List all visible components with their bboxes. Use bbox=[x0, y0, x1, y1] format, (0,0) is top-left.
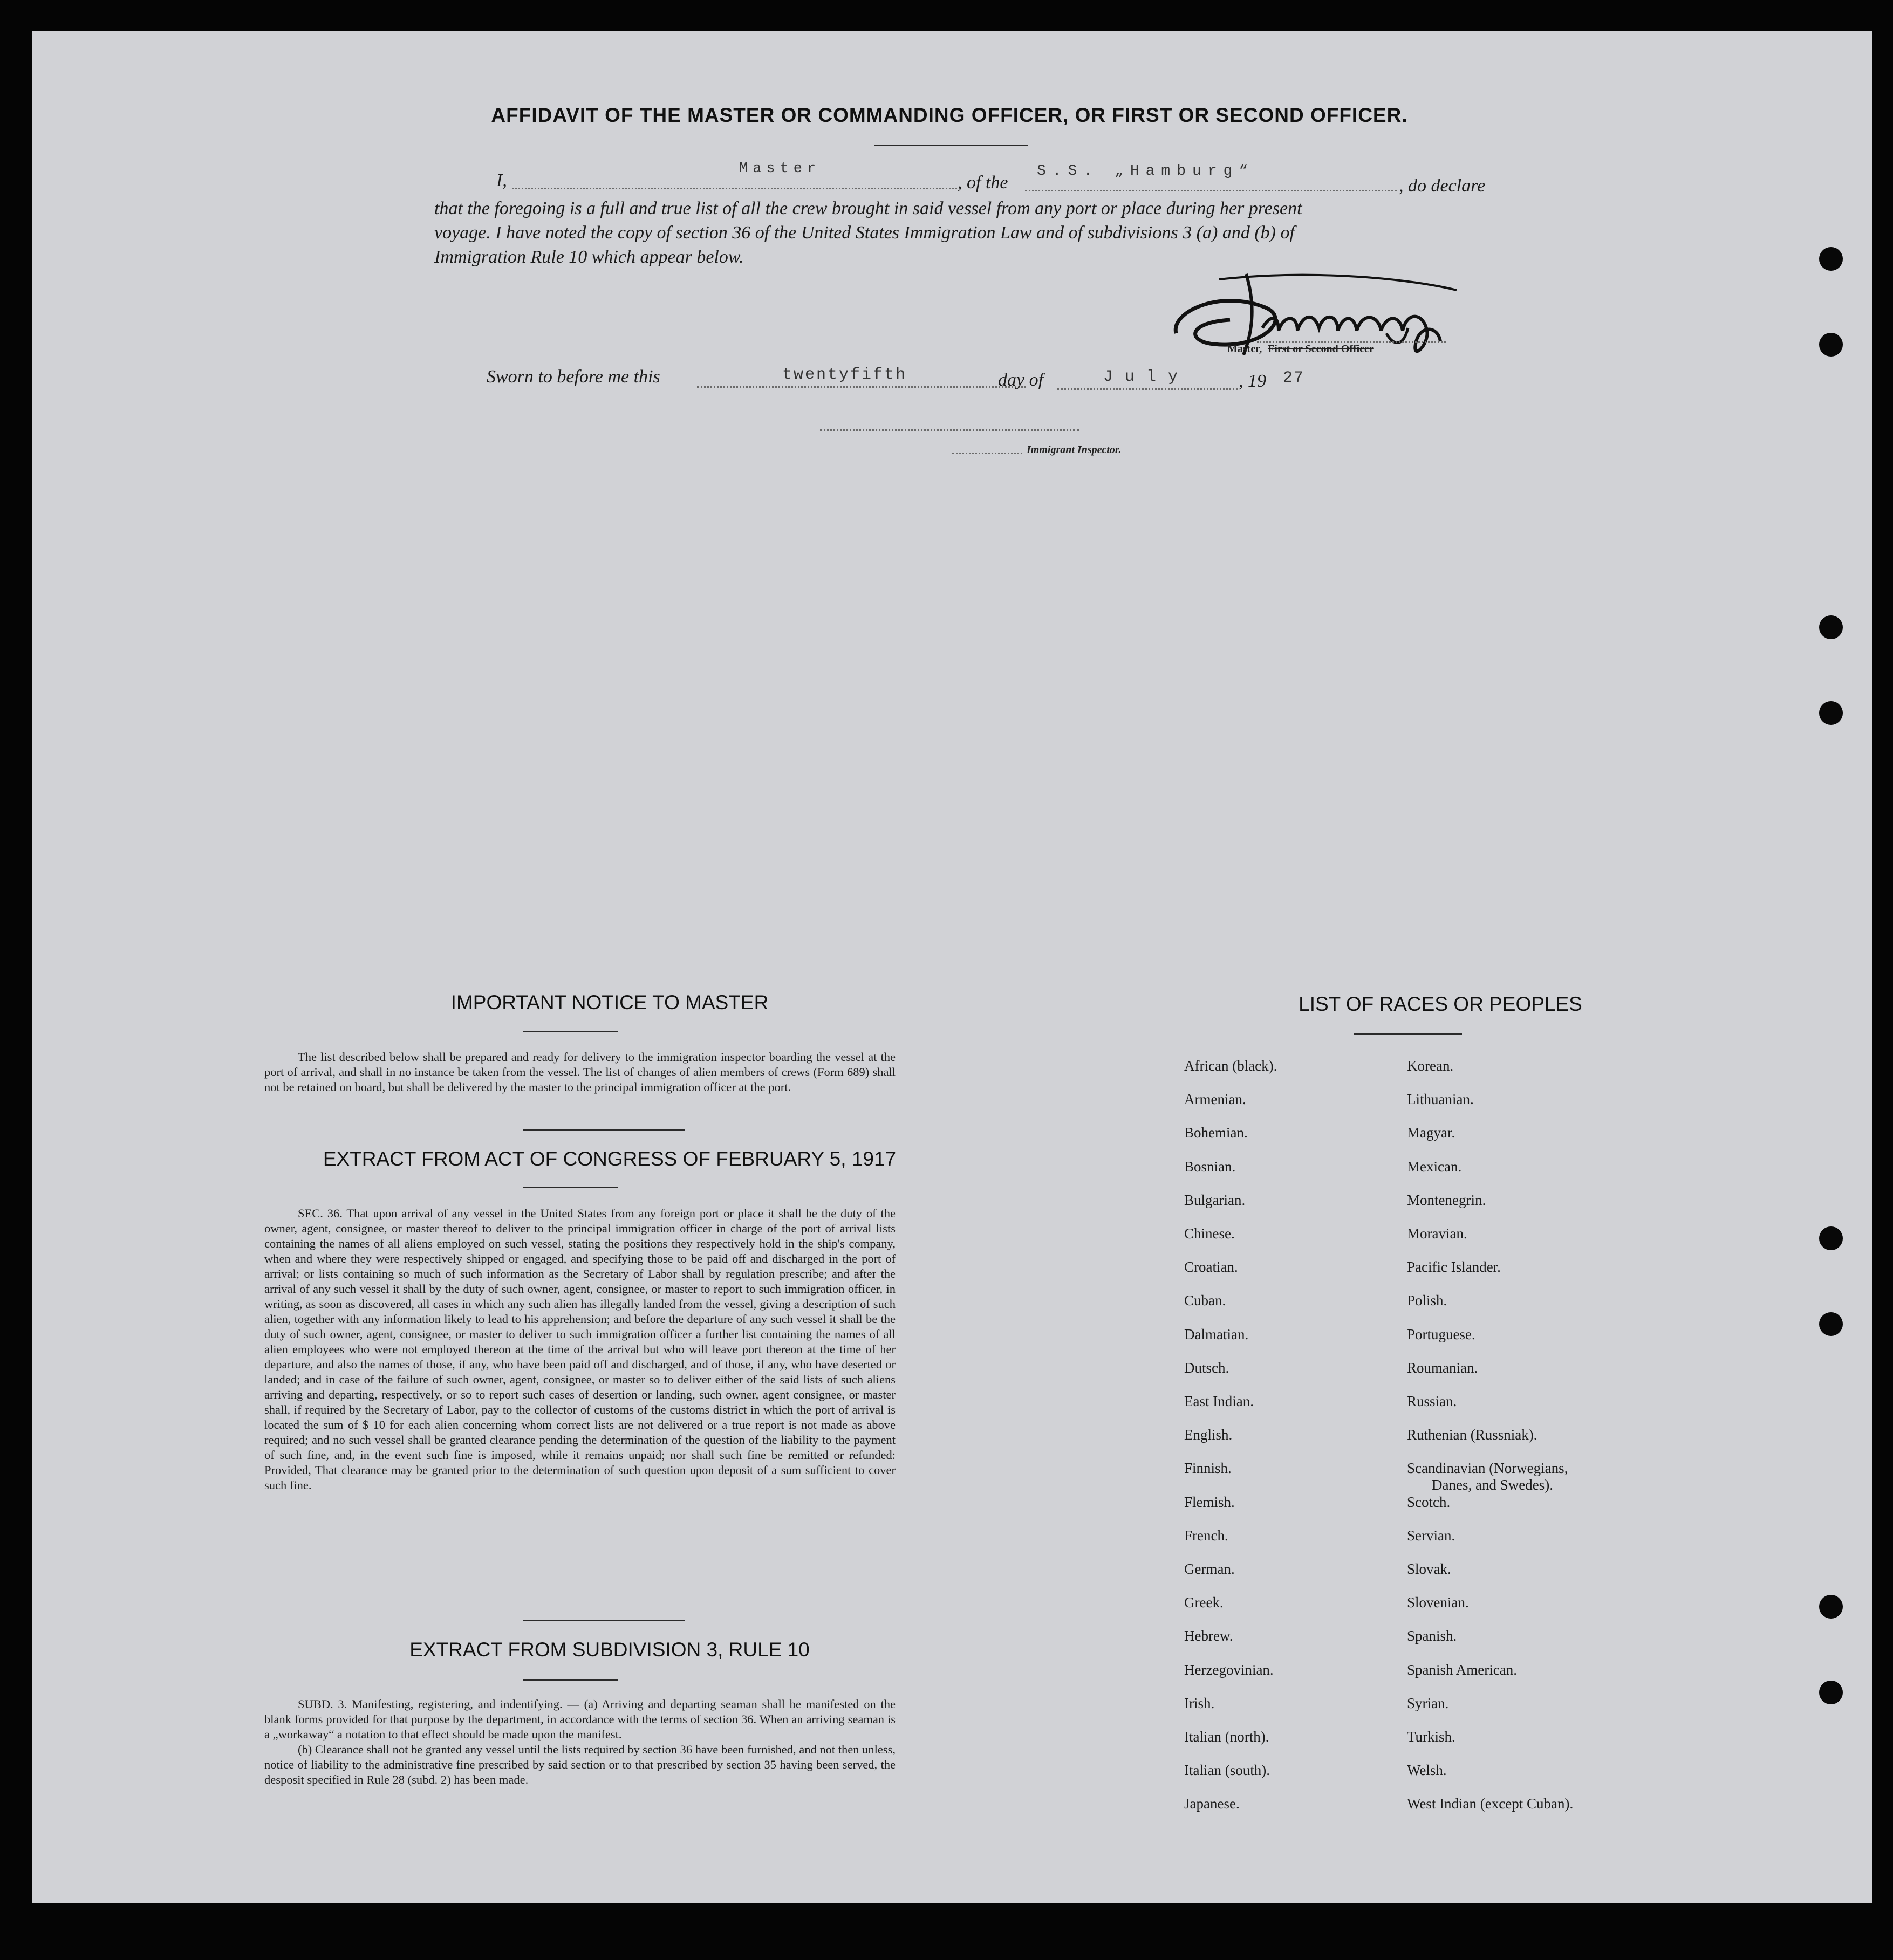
punch-hole bbox=[1819, 333, 1843, 357]
struck-officer-label: First or Second Officer bbox=[1268, 343, 1374, 355]
race-item: Magyar. bbox=[1407, 1125, 1455, 1141]
declarant-line bbox=[512, 188, 960, 189]
race-item: African (black). bbox=[1184, 1058, 1277, 1074]
punch-hole bbox=[1819, 1595, 1843, 1619]
inspector-signature-line bbox=[820, 429, 1079, 431]
affidavit-title: AFFIDAVIT OF THE MASTER OR COMMANDING OFFICER, OR FIRST OR SECOND OFFICER. bbox=[491, 104, 1408, 126]
punch-hole bbox=[1819, 247, 1843, 271]
race-item: Portuguese. bbox=[1407, 1326, 1475, 1342]
race-item: Spanish American. bbox=[1407, 1662, 1517, 1678]
race-item: Welsh. bbox=[1407, 1762, 1447, 1778]
declarant-prefix: I, bbox=[496, 170, 507, 190]
race-item: Chinese. bbox=[1184, 1225, 1235, 1242]
master-label: Master, bbox=[1227, 343, 1262, 355]
sworn-day-line bbox=[697, 386, 1026, 388]
race-item: Japanese. bbox=[1184, 1795, 1240, 1812]
punch-hole bbox=[1819, 1681, 1843, 1704]
race-item: Slovenian. bbox=[1407, 1594, 1469, 1611]
act-text bbox=[264, 1206, 896, 1493]
punch-hole bbox=[1819, 615, 1843, 639]
year-prefix: , 19 bbox=[1239, 371, 1266, 391]
race-item: Roumanian. bbox=[1407, 1360, 1478, 1376]
race-item: East Indian. bbox=[1184, 1393, 1254, 1409]
race-item: Bulgarian. bbox=[1184, 1192, 1246, 1208]
race-item: Servian. bbox=[1407, 1527, 1455, 1544]
race-item: Bohemian. bbox=[1184, 1125, 1248, 1141]
sworn-month-line bbox=[1057, 388, 1238, 390]
race-item: Russian. bbox=[1407, 1393, 1457, 1409]
rule-divider bbox=[523, 1679, 618, 1681]
race-item: Korean. bbox=[1407, 1058, 1454, 1074]
race-item: Dalmatian. bbox=[1184, 1326, 1249, 1342]
do-declare-label: , do declare bbox=[1399, 176, 1486, 196]
vessel-line bbox=[1025, 190, 1397, 191]
rule-paragraph-b: (b) Clearance shall not be granted any vessel until the lists required by section 36 have been furnished, and not then unless, notice of liability to the administrative fine prescribed by said section or to that prescribed by section 35 having been served, the desposit specified in Rule 28 (subd. 2) has been made. bbox=[264, 1743, 896, 1786]
race-item: Montenegrin. bbox=[1407, 1192, 1486, 1208]
notice-title: IMPORTANT NOTICE TO MASTER bbox=[450, 991, 769, 1013]
of-the-label: , of the bbox=[958, 173, 1008, 193]
sworn-year: 27 bbox=[1283, 369, 1305, 387]
race-item: West Indian (except Cuban). bbox=[1407, 1795, 1574, 1812]
race-item: Dutsch. bbox=[1184, 1360, 1229, 1376]
rule-title: EXTRACT FROM SUBDIVISION 3, RULE 10 bbox=[409, 1639, 810, 1661]
notice-bottom-divider bbox=[523, 1129, 685, 1131]
act-title: EXTRACT FROM ACT OF CONGRESS OF FEBRUARY 5, 1917 bbox=[323, 1148, 897, 1170]
act-bottom-divider bbox=[523, 1620, 685, 1621]
punch-hole bbox=[1819, 1226, 1843, 1250]
day-of-label: day of bbox=[998, 370, 1044, 390]
sworn-day: twentyfifth bbox=[782, 366, 907, 384]
race-item: Scotch. bbox=[1407, 1494, 1451, 1510]
race-item: Italian (north). bbox=[1184, 1729, 1269, 1745]
race-item: Flemish. bbox=[1184, 1494, 1235, 1510]
notice-paragraph: The list described below shall be prepared and ready for delivery to the immigration inspector boarding the vessel at the port of arrival, and shall in no instance be taken from the vessel. The list of changes of alien members of crews (Form 689) shall not be retained on board, but shall be delivered by the master to the principal immigration officer at the port. bbox=[264, 1050, 896, 1094]
sworn-prefix: Sworn to before me this bbox=[487, 367, 660, 387]
typed-vessel: S.S. „Hamburg“ bbox=[1037, 163, 1255, 180]
punch-hole bbox=[1819, 1312, 1843, 1336]
races-divider bbox=[1354, 1033, 1462, 1035]
race-item: Bosnian. bbox=[1184, 1159, 1236, 1175]
race-item: Moravian. bbox=[1407, 1225, 1467, 1242]
document-page bbox=[32, 31, 1872, 1903]
race-item: German. bbox=[1184, 1561, 1235, 1577]
rule-paragraph-a: SUBD. 3. Manifesting, registering, and indentifying. — (a) Arriving and departing seaman shall be manifested on the blank forms provided for that purpose by the department, in accordance with the terms of section 36. When an arriving seaman is a „workaway“ a notation to that effect should be made upon the manifest. bbox=[264, 1697, 896, 1741]
race-item: Turkish. bbox=[1407, 1729, 1455, 1745]
race-item: Lithuanian. bbox=[1407, 1091, 1474, 1107]
inspector-leader-dots bbox=[952, 453, 1022, 454]
typed-rank: Master bbox=[739, 161, 821, 177]
affidavit-line-2: that the foregoing is a full and true list of all the crew brought in said vessel from any port or place during her present bbox=[434, 198, 1302, 218]
race-item: Slovak. bbox=[1407, 1561, 1451, 1577]
punch-hole bbox=[1819, 701, 1843, 725]
sworn-month: July bbox=[1103, 368, 1190, 386]
race-item: Finnish. bbox=[1184, 1460, 1232, 1476]
race-item: Greek. bbox=[1184, 1594, 1224, 1611]
race-item: Mexican. bbox=[1407, 1159, 1462, 1175]
notice-text bbox=[264, 1050, 896, 1095]
race-item: Spanish. bbox=[1407, 1628, 1457, 1644]
race-item: Syrian. bbox=[1407, 1695, 1449, 1711]
notice-divider bbox=[523, 1031, 618, 1032]
act-divider bbox=[523, 1187, 618, 1188]
race-item: Croatian. bbox=[1184, 1259, 1238, 1275]
race-item: Polish. bbox=[1407, 1292, 1447, 1308]
race-item: Cuban. bbox=[1184, 1292, 1226, 1308]
race-continuation: Danes, and Swedes). bbox=[1432, 1477, 1553, 1493]
races-title: LIST OF RACES OR PEOPLES bbox=[1299, 993, 1582, 1015]
race-item: French. bbox=[1184, 1527, 1228, 1544]
affidavit-line-3: voyage. I have noted the copy of section 36 of the United States Immigration Law and of subdivisions 3 (a) and (b) of bbox=[434, 223, 1295, 243]
affidavit-line-4: Immigration Rule 10 which appear below. bbox=[434, 247, 744, 267]
race-item: Italian (south). bbox=[1184, 1762, 1270, 1778]
race-item: Ruthenian (Russniak). bbox=[1407, 1427, 1537, 1443]
race-item: English. bbox=[1184, 1427, 1233, 1443]
inspector-label: Immigrant Inspector. bbox=[1027, 444, 1122, 456]
race-item: Pacific Islander. bbox=[1407, 1259, 1501, 1275]
race-item: Herzegovinian. bbox=[1184, 1662, 1274, 1678]
title-divider bbox=[874, 145, 1028, 146]
race-item: Irish. bbox=[1184, 1695, 1215, 1711]
race-item: Hebrew. bbox=[1184, 1628, 1233, 1644]
rule-text bbox=[264, 1697, 896, 1787]
race-item: Scandinavian (Norwegians, bbox=[1407, 1460, 1568, 1476]
act-paragraph: SEC. 36. That upon arrival of any vessel in the United States from any foreign port or place it shall be the duty of the owner, agent, consignee, or master thereof to deliver to the principal immigration officer in charge of the port of arrival lists containing the names of all aliens employed on such vessel, stating the positions they respectively hold in the ship's company, when and where they were respectively shipped or engaged, and specifying those to be paid off and discharged in the port of arrival; or lists containing so much of such information as the Secretary of Labor shall by regulation prescribe; and after the arrival of any such vessel it shall by the duty of such owner, agent, consignee, or master to report to such immigration officer, in writing, as soon as discovered, all cases in which any such alien has illegally landed from the vessel, giving a description of such alien, together with any information likely to lead to his apprehension; and before the departure of any such vessel it shall be the duty of such owner, agent, consignee, or master to deliver to such immigration officer a further list containing the names of all alien employees who were not employed thereon at the time of the arrival but who will leave port thereon at the time of her departure, and also the names of those, if any, who have been paid off and discharged, and of those, if any, who have deserted or landed; and in case of the failure of such owner, agent, consignee, or master so to deliver either of the said lists of such aliens arriving and departing, respectively, or so to report such cases of desertion or landing, such owner, agent consignee, or master shall, if required by the Secretary of Labor, pay to the collector of customs of the customs district in which the port of arrival is located the sum of $ 10 for each alien concerning whom correct lists are not delivered or a true report is not made as above required; and no such vessel shall be granted clearance pending the determination of the question of the liability to the payment of such fine, and, in the event such fine is imposed, while it remains unpaid; nor shall such fine be remitted or refunded: Provided, That clearance may be granted prior to the determination of such question upon deposit of a sum sufficient to cover such fine. bbox=[264, 1207, 896, 1492]
race-item: Armenian. bbox=[1184, 1091, 1246, 1107]
